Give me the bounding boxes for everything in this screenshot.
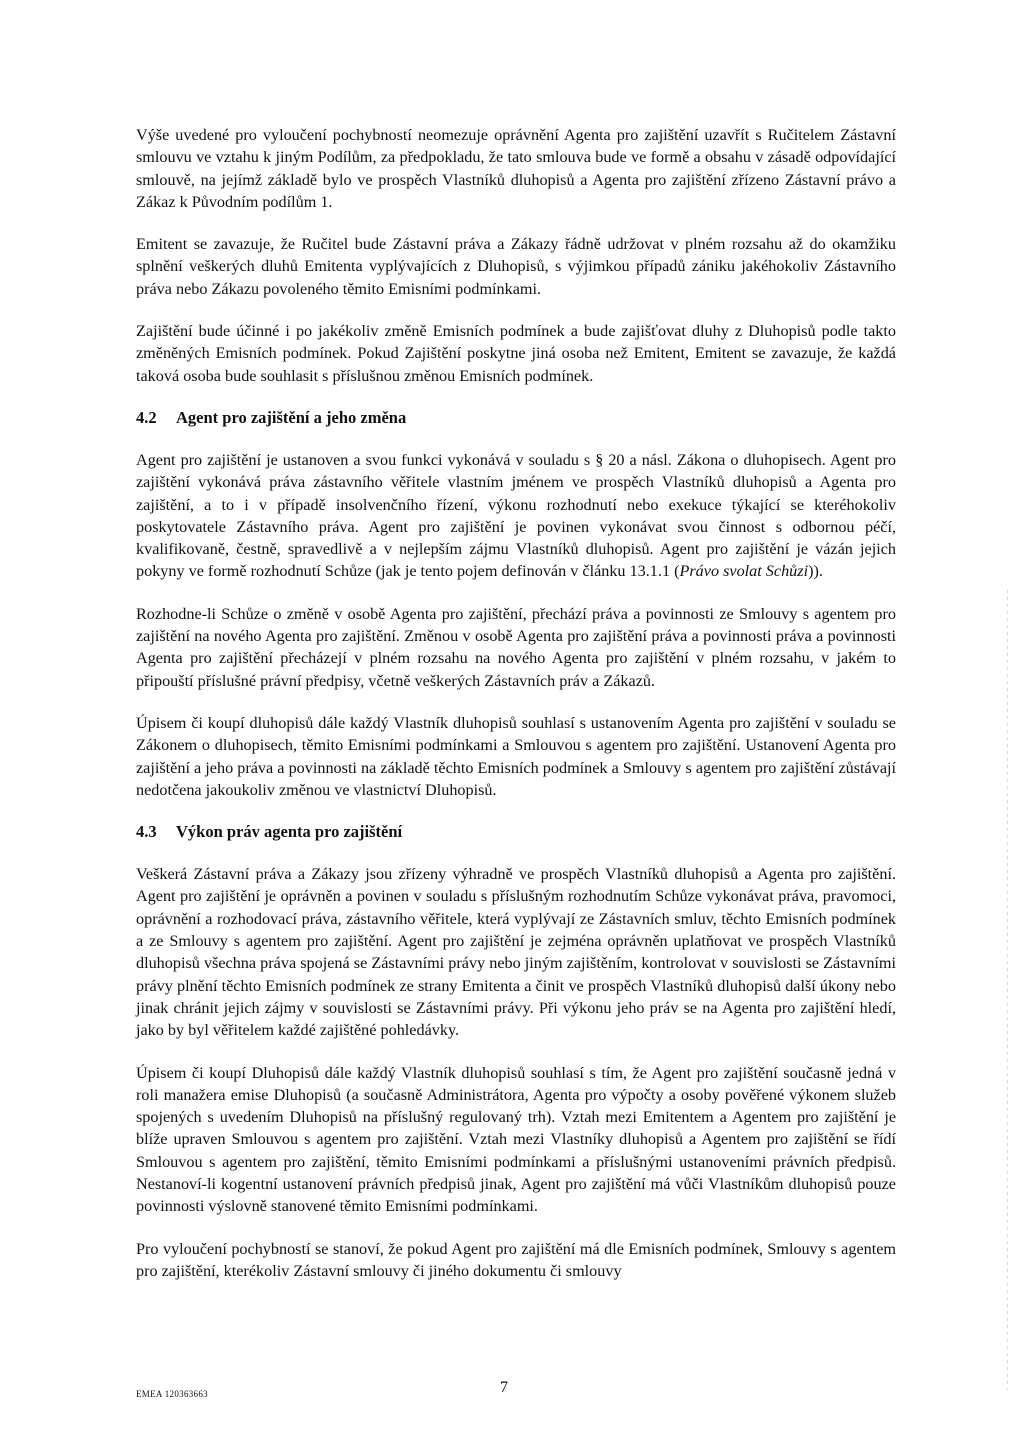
paragraph-security-effect: Zajištění bude účinné i po jakékoliv změně Emisních podmínek a bude zajišťovat dluhy z Dluhopisů podle takto změněných Emisních podmínek. Pokud Zajištění poskytne jiná osoba než Emitent, Emitent se zavazuje, že každá taková osoba bude souhlasit s příslušnou změnou Emisních podmínek. xyxy=(136,322,896,385)
paragraph-agent-appointment xyxy=(136,449,896,583)
paragraph-clarification: Pro vyloučení pochybností se stanoví, že pokud Agent pro zajištění má dle Emisních podmínek, Smlouvy s agentem pro zajištění, kterékoliv Zástavní smlouvy či jiného dokumentu či smlouvy xyxy=(136,1239,896,1280)
italic-reference: Právo svolat Schůzi xyxy=(679,562,809,581)
section-heading-4-2 xyxy=(136,407,896,429)
paragraph-text-end: )). xyxy=(808,562,823,581)
paragraph-text: Agent pro zajištění je ustanoven a svou funkci vykonává v souladu s § 20 a násl. Zákona o dluhopisech. Agent pro zajištění vykonává práva zástavního věřitele vlastním jménem ve prospěch Vlastníků dluhopisů a Agenta pro zajištění, a to i v případě insolvenčního řízení, výkonu rozhodnutí nebo exekuce týkající se kteréhokoliv poskytovatele Zástavního práva. Agent pro zajištění je povinen vykonávat svou činnost s odbornou péčí, kvalifikovaně, čestně, spravedlivě a v nejlepším zájmu Vlastníků dluhopisů. Agent pro zajištění je vázán jejich pokyny ve formě rozhodnutí Schůze (jak je tento pojem definován v článku 13.1.1 ( xyxy=(136,450,896,581)
scan-margin-line xyxy=(1007,590,1008,1390)
section-title: Agent pro zajištění a jeho změna xyxy=(176,407,407,427)
section-title: Výkon práv agenta pro zajištění xyxy=(176,822,403,842)
paragraph-issuer-undertaking: Emitent se zavazuje, že Ručitel bude Zástavní práva a Zákazy řádně udržovat v plném rozsahu až do okamžiku splnění veškerých dluhů Emitenta vyplývajících z Dluhopisů, s výjimkou případů zániku jakéhokoliv Zástavního práva nebo Zákazu povoleného těmito Emisními podmínkami. xyxy=(136,235,896,298)
paragraph-holder-consent: Úpisem či koupí dluhopisů dále každý Vlastník dluhopisů souhlasí s ustanovením Agenta pro zajištění v souladu se Zákonem o dluhopisech, těmito Emisními podmínkami a Smlouvou s agentem pro zajištění. Ustanovení Agenta pro zajištění a jeho práva a povinnosti na základě těchto Emisních podmínek a Smlouvy s agentem pro zajištění zůstávají nedotčena jakoukoliv změnou ve vlastnictví Dluhopisů. xyxy=(136,713,896,799)
section-number: 4.2 xyxy=(136,407,157,427)
section-number: 4.3 xyxy=(136,822,157,842)
paragraph-agent-change: Rozhodne-li Schůze o změně v osobě Agenta pro zajištění, přechází práva a povinnosti ze Smlouvy s agentem pro zajištění na nového Agenta pro zajištění. Změnou v osobě Agenta pro zajištění práva a povinnosti práva a povinnosti Agenta pro zajištění přecházejí v plném rozsahu na nového Agenta pro zajištění v plném rozsahu, v jakém to připouští příslušné právní předpisy, včetně veškerých Zástavních práv a Zákazů. xyxy=(136,604,896,690)
document-code: EMEA 120363663 xyxy=(136,1389,208,1399)
paragraph-rights-exercise: Veškerá Zástavní práva a Zákazy jsou zřízeny výhradně ve prospěch Vlastníků dluhopisů a Agenta pro zajištění. Agent pro zajištění je oprávněn a povinen v souladu s příslušným rozhodnutím Schůze vykonávat práva, pravomoci, oprávnění a rozhodovací práva, zástavního věřitele, která vyplývají ze Zástavních smluv, těchto Emisních podmínek a ze Smlouvy s agentem pro zajištění. Agent pro zajištění je zejména oprávněn uplatňovat ve prospěch Vlastníků dluhopisů všechna práva spojená se Zástavními právy nebo jiným zajištěním, kontrolovat v souvislosti se Zástavními právy plnění těchto Emisních podmínek ze strany Emitenta a činit ve prospěch Vlastníků dluhopisů další úkony nebo jinak chránit jejich zájmy v souvislosti se Zástavními právy. Při výkonu jeho práv se na Agenta pro zajištění hledí, jako by byl věřitelem každé zajištěné pohledávky. xyxy=(136,865,896,1040)
paragraph-agent-roles: Úpisem či koupí Dluhopisů dále každý Vlastník dluhopisů souhlasí s tím, že Agent pro zajištění současně jedná v roli manažera emise Dluhopisů (a současně Administrátora, Agenta pro výpočty a osoby pověřené výkonem služeb spojených s uvedením Dluhopisů na příslušný regulovaný trh). Vztah mezi Emitentem a Agentem pro zajištění je blíže upraven Smlouvou s agentem pro zajištění. Vztah mezi Vlastníky dluhopisů a Agentem pro zajištění se řídí Smlouvou s agentem pro zajištění, těmito Emisními podmínkami a příslušnými ustanoveními právních předpisů. Nestanoví-li kogentní ustanovení právních předpisů jinak, Agent pro zajištění má vůči Vlastníkům dluhopisů pouze povinnosti výslovně stanovené těmito Emisními podmínkami. xyxy=(136,1063,896,1216)
paragraph-pledge-agreement: Výše uvedené pro vyloučení pochybností neomezuje oprávnění Agenta pro zajištění uzavřít s Ručitelem Zástavní smlouvu ve vztahu k jiným Podílům, za předpokladu, že tato smlouva bude ve formě a obsahu v zásadě odpovídající smlouvě, na jejímž základě bylo ve prospěch Vlastníků dluhopisů a Agenta pro zajištění zřízeno Zástavní právo a Zákaz k Původním podílům 1. xyxy=(136,126,896,211)
document-page xyxy=(136,124,896,1302)
page-number: 7 xyxy=(500,1379,508,1396)
section-heading-4-3 xyxy=(136,821,896,843)
